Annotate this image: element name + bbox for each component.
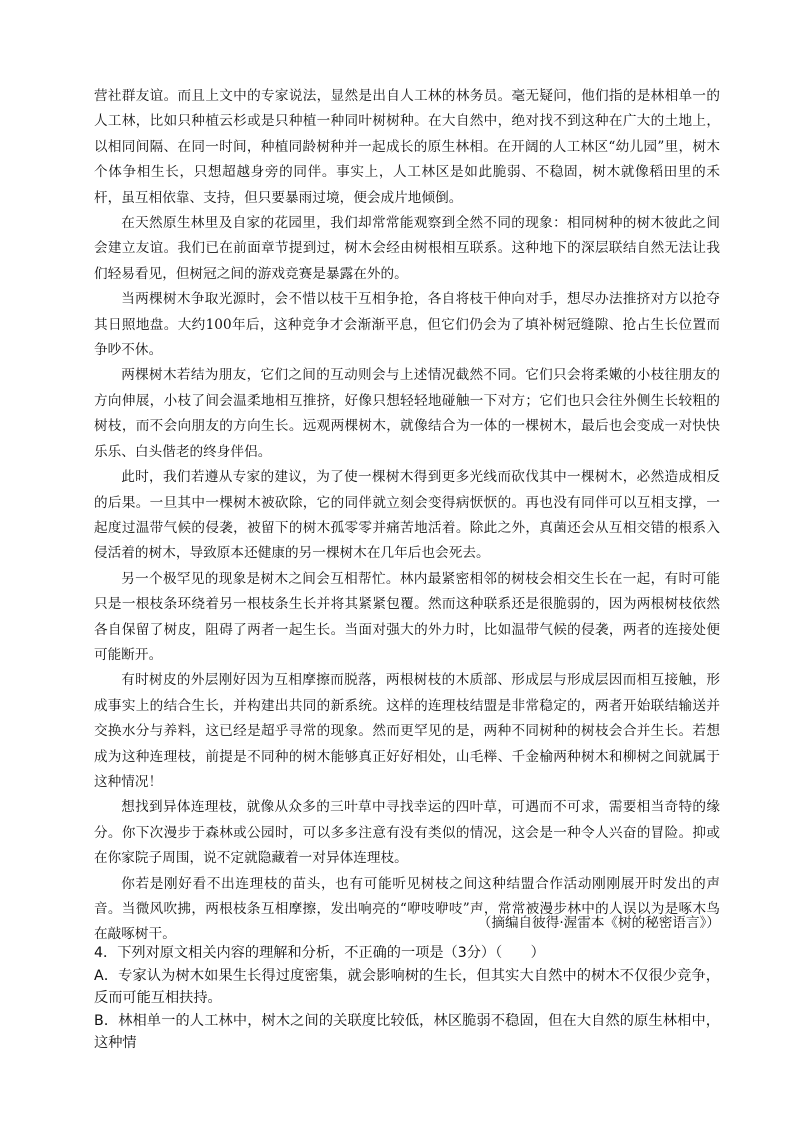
article-body [94,84,720,948]
question-4-option-b: B．林相单一的人工林中，树木之间的关联度比较低，林区脆弱不稳固，但在大自然的原生林相中，这种情 [94,1012,720,1052]
article-paragraph-1: 营社群友谊。而且上文中的专家说法，显然是出自人工林的林务员。毫无疑问，他们指的是林相单一的人工林，比如只种植云杉或是只种植一种同叶树树种。在大自然中，绝对找不到这种在广大的土地上，以相同间隔、在同一时间，种植同龄树种并一起成长的原生林相。在开阔的人工林区“幼儿园”里，树木个体争相生长，只想超越身旁的同伴。事实上，人工林区是如此脆弱、不稳固，树木就像稻田里的禾杆，虽互相依靠、支持，但只要暴雨过境，便会成片地倾倒。 [94,88,720,206]
article-source-citation: （摘编自彼得·渥雷本《树的秘密语言》） [477,915,720,931]
question-4-stem: 4．下列对原文相关内容的理解和分析，不正确的一项是（3分）（ ） [94,945,545,961]
article-paragraph-3: 当两棵树木争取光源时，会不惜以枝干互相争抢，各自将枝干伸向对手，想尽办法推挤对方以抢夺其日照地盘。大约100年后，这种竞争才会渐渐平息，但它们仍会为了填补树冠缝隙、抢占生长位置而争吵不休。 [94,291,720,359]
article-paragraph-8: 想找到异体连理枝，就像从众多的三叶草中寻找幸运的四叶草，可遇而不可求，需要相当奇特的缘分。你下次漫步于森林或公园时，可以多多注意有没有类似的情况，这会是一种令人兴奋的冒险。抑或在你家院子周围，说不定就隐藏着一对异体连理枝。 [94,799,720,867]
article-paragraph-6: 另一个极罕见的现象是树木之间会互相帮忙。林内最紧密相邻的树枝会相交生长在一起，有时可能只是一根枝条环绕着另一根枝条生长并将其紧紧包覆。然而这种联系还是很脆弱的，因为两根树枝依然各自保留了树皮，阻碍了两者一起生长。当面对强大的外力时，比如温带气候的侵袭，两者的连接处便可能断开。 [94,570,720,663]
article-paragraph-4: 两棵树木若结为朋友，它们之间的互动则会与上述情况截然不同。它们只会将柔嫩的小枝往朋友的方向伸展，小枝了间会温柔地相互推挤，好像只想轻轻地碰触一下对方；它们也只会往外侧生长较粗的树枝，而不会向朋友的方向生长。远观两棵树木，就像结合为一体的一棵树木，最后也会变成一对快快乐乐、白头偕老的终身伴侣。 [94,367,720,460]
question-4-option-a: A．专家认为树木如果生长得过度密集，就会影响树的生长，但其实大自然中的树木不仅很少竞争，反而可能互相扶持。 [94,967,720,1007]
article-paragraph-7: 有时树皮的外层刚好因为互相摩擦而脱落，两根树枝的木质部、形成层与形成层因而相互接触，形成事实上的结合生长，并构建出共同的新系统。这样的连理枝结盟是非常稳定的，两者开始联结输送并交换水分与养料，这已经是超乎寻常的现象。然而更罕见的是，两种不同树种的树枝会合并生长。若想成为这种连理枝，前提是不同种的树木能够真正好好相处，山毛榉、千金榆两种树木和柳树之间就属于这种情况！ [94,672,720,790]
article-paragraph-5: 此时，我们若遵从专家的建议，为了使一棵树木得到更多光线而砍伐其中一棵树木，必然造成相反的后果。一旦其中一棵树木被砍除，它的同伴就立刻会变得病恹恹的。再也没有同伴可以互相支撑，一起度过温带气候的侵袭，被留下的树木孤零零并痛苦地活着。除此之外，真菌还会从互相交错的根系入侵活着的树木，导致原本还健康的另一棵树木在几年后也会死去。 [94,469,720,562]
article-paragraph-2: 在天然原生林里及自家的花园里，我们却常常能观察到全然不同的现象：相同树种的树木彼此之间会建立友谊。我们已在前面章节提到过，树木会经由树根相互联系。这种地下的深层联结自然无法让我们轻易看见，但树冠之间的游戏竞赛是暴露在外的。 [94,215,720,282]
article-paragraph-9: 你若是刚好看不出连理枝的苗头，也有可能听见树枝之间这种结盟合作活动刚刚展开时发出的声音。当微风吹拂，两根枝条互相摩擦，发出响亮的“咿吱咿吱”声，常常被漫步林中的人误以为是啄木鸟在敲啄树干。 [94,875,720,943]
question-section [94,942,720,1055]
